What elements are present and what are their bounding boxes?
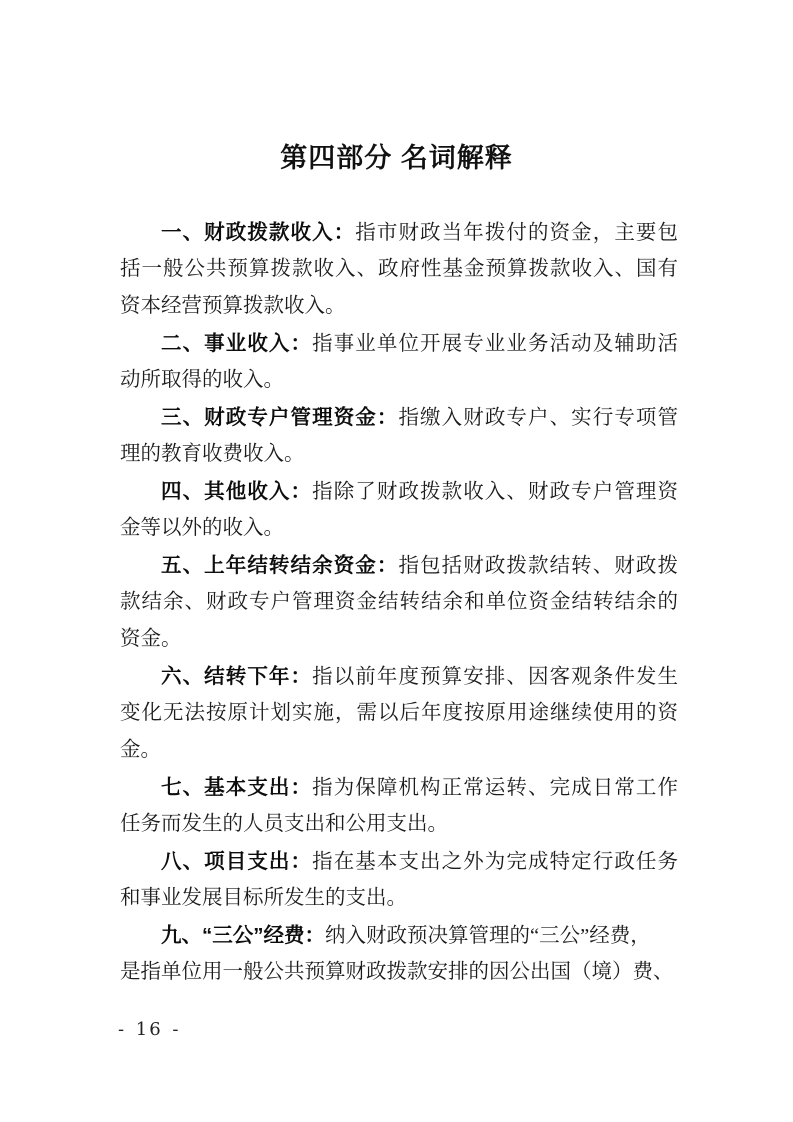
definition-paragraph	[120, 917, 678, 991]
text-line	[120, 436, 678, 473]
text-line	[120, 362, 678, 399]
definition-paragraph	[120, 325, 678, 399]
term-label: 二、事业收入：	[161, 332, 313, 355]
definition-text: 资本经营预算拨款收入。	[120, 295, 346, 317]
text-line	[120, 325, 678, 362]
text-line	[120, 621, 678, 658]
text-line	[120, 732, 678, 769]
definition-text: 和事业发展目标所发生的支出。	[120, 887, 407, 909]
text-line	[120, 584, 678, 621]
page-title: 第四部分 名词解释	[280, 143, 513, 173]
definition-paragraph	[120, 769, 678, 843]
definition-paragraph	[120, 658, 678, 769]
definition-paragraph	[120, 473, 678, 547]
definition-text: 纳入财政预决算管理的“三公”经费，	[325, 925, 651, 947]
text-line	[120, 288, 678, 325]
text-line	[120, 695, 678, 732]
definition-text: 指包括财政拨款结转、财政拨	[398, 555, 679, 577]
text-line	[120, 954, 678, 991]
page-number: - 16 -	[118, 1019, 181, 1040]
term-label: 八、项目支出：	[161, 850, 313, 873]
definition-text: 指缴入财政专户、实行专项管	[398, 407, 679, 429]
definition-text: 理的教育收费收入。	[120, 443, 305, 465]
definition-text: 资金。	[120, 628, 182, 650]
text-line	[120, 806, 678, 843]
text-line	[120, 880, 678, 917]
definition-paragraph	[120, 399, 678, 473]
definition-text: 括一般公共预算拨款收入、政府性基金预算拨款收入、国有	[120, 258, 678, 280]
definition-text: 任务而发生的人员支出和公用支出。	[120, 813, 448, 835]
definition-text: 指除了财政拨款收入、财政专户管理资	[312, 481, 678, 503]
term-label: 九、“三公”经费：	[161, 924, 325, 947]
definition-text: 指市财政当年拨付的资金，主要包	[355, 222, 679, 244]
term-label: 一、财政拨款收入：	[161, 221, 356, 244]
definition-paragraph	[120, 547, 678, 658]
term-label: 三、财政专户管理资金：	[161, 406, 399, 429]
text-line	[120, 769, 678, 806]
text-line	[120, 658, 678, 695]
definition-text: 指为保障机构正常运转、完成日常工作	[312, 777, 678, 799]
text-line	[120, 843, 678, 880]
definition-paragraph	[120, 843, 678, 917]
text-line	[120, 547, 678, 584]
text-line	[120, 214, 678, 251]
definition-text: 金。	[120, 739, 161, 761]
text-line	[120, 251, 678, 288]
definition-text: 是指单位用一般公共预算财政拨款安排的因公出国（境）费、	[120, 961, 674, 983]
text-line	[120, 473, 678, 510]
term-label: 七、基本支出：	[161, 776, 313, 799]
text-line	[120, 510, 678, 547]
term-label: 六、结转下年：	[161, 665, 313, 688]
definition-text: 变化无法按原计划实施，需以后年度按原用途继续使用的资	[120, 702, 678, 724]
document-body	[120, 214, 678, 991]
term-label: 四、其他收入：	[161, 480, 313, 503]
definition-text: 款结余、财政专户管理资金结转结余和单位资金结转结余的	[120, 591, 678, 613]
text-line	[120, 399, 678, 436]
term-label: 五、上年结转结余资金：	[161, 554, 399, 577]
definition-text: 金等以外的收入。	[120, 517, 284, 539]
definition-paragraph	[120, 214, 678, 325]
text-line	[120, 917, 678, 954]
definition-text: 指在基本支出之外为完成特定行政任务	[312, 851, 678, 873]
definition-text: 指事业单位开展专业业务活动及辅助活	[312, 333, 678, 355]
definition-text: 动所取得的收入。	[120, 369, 284, 391]
definition-text: 指以前年度预算安排、因客观条件发生	[312, 666, 678, 688]
